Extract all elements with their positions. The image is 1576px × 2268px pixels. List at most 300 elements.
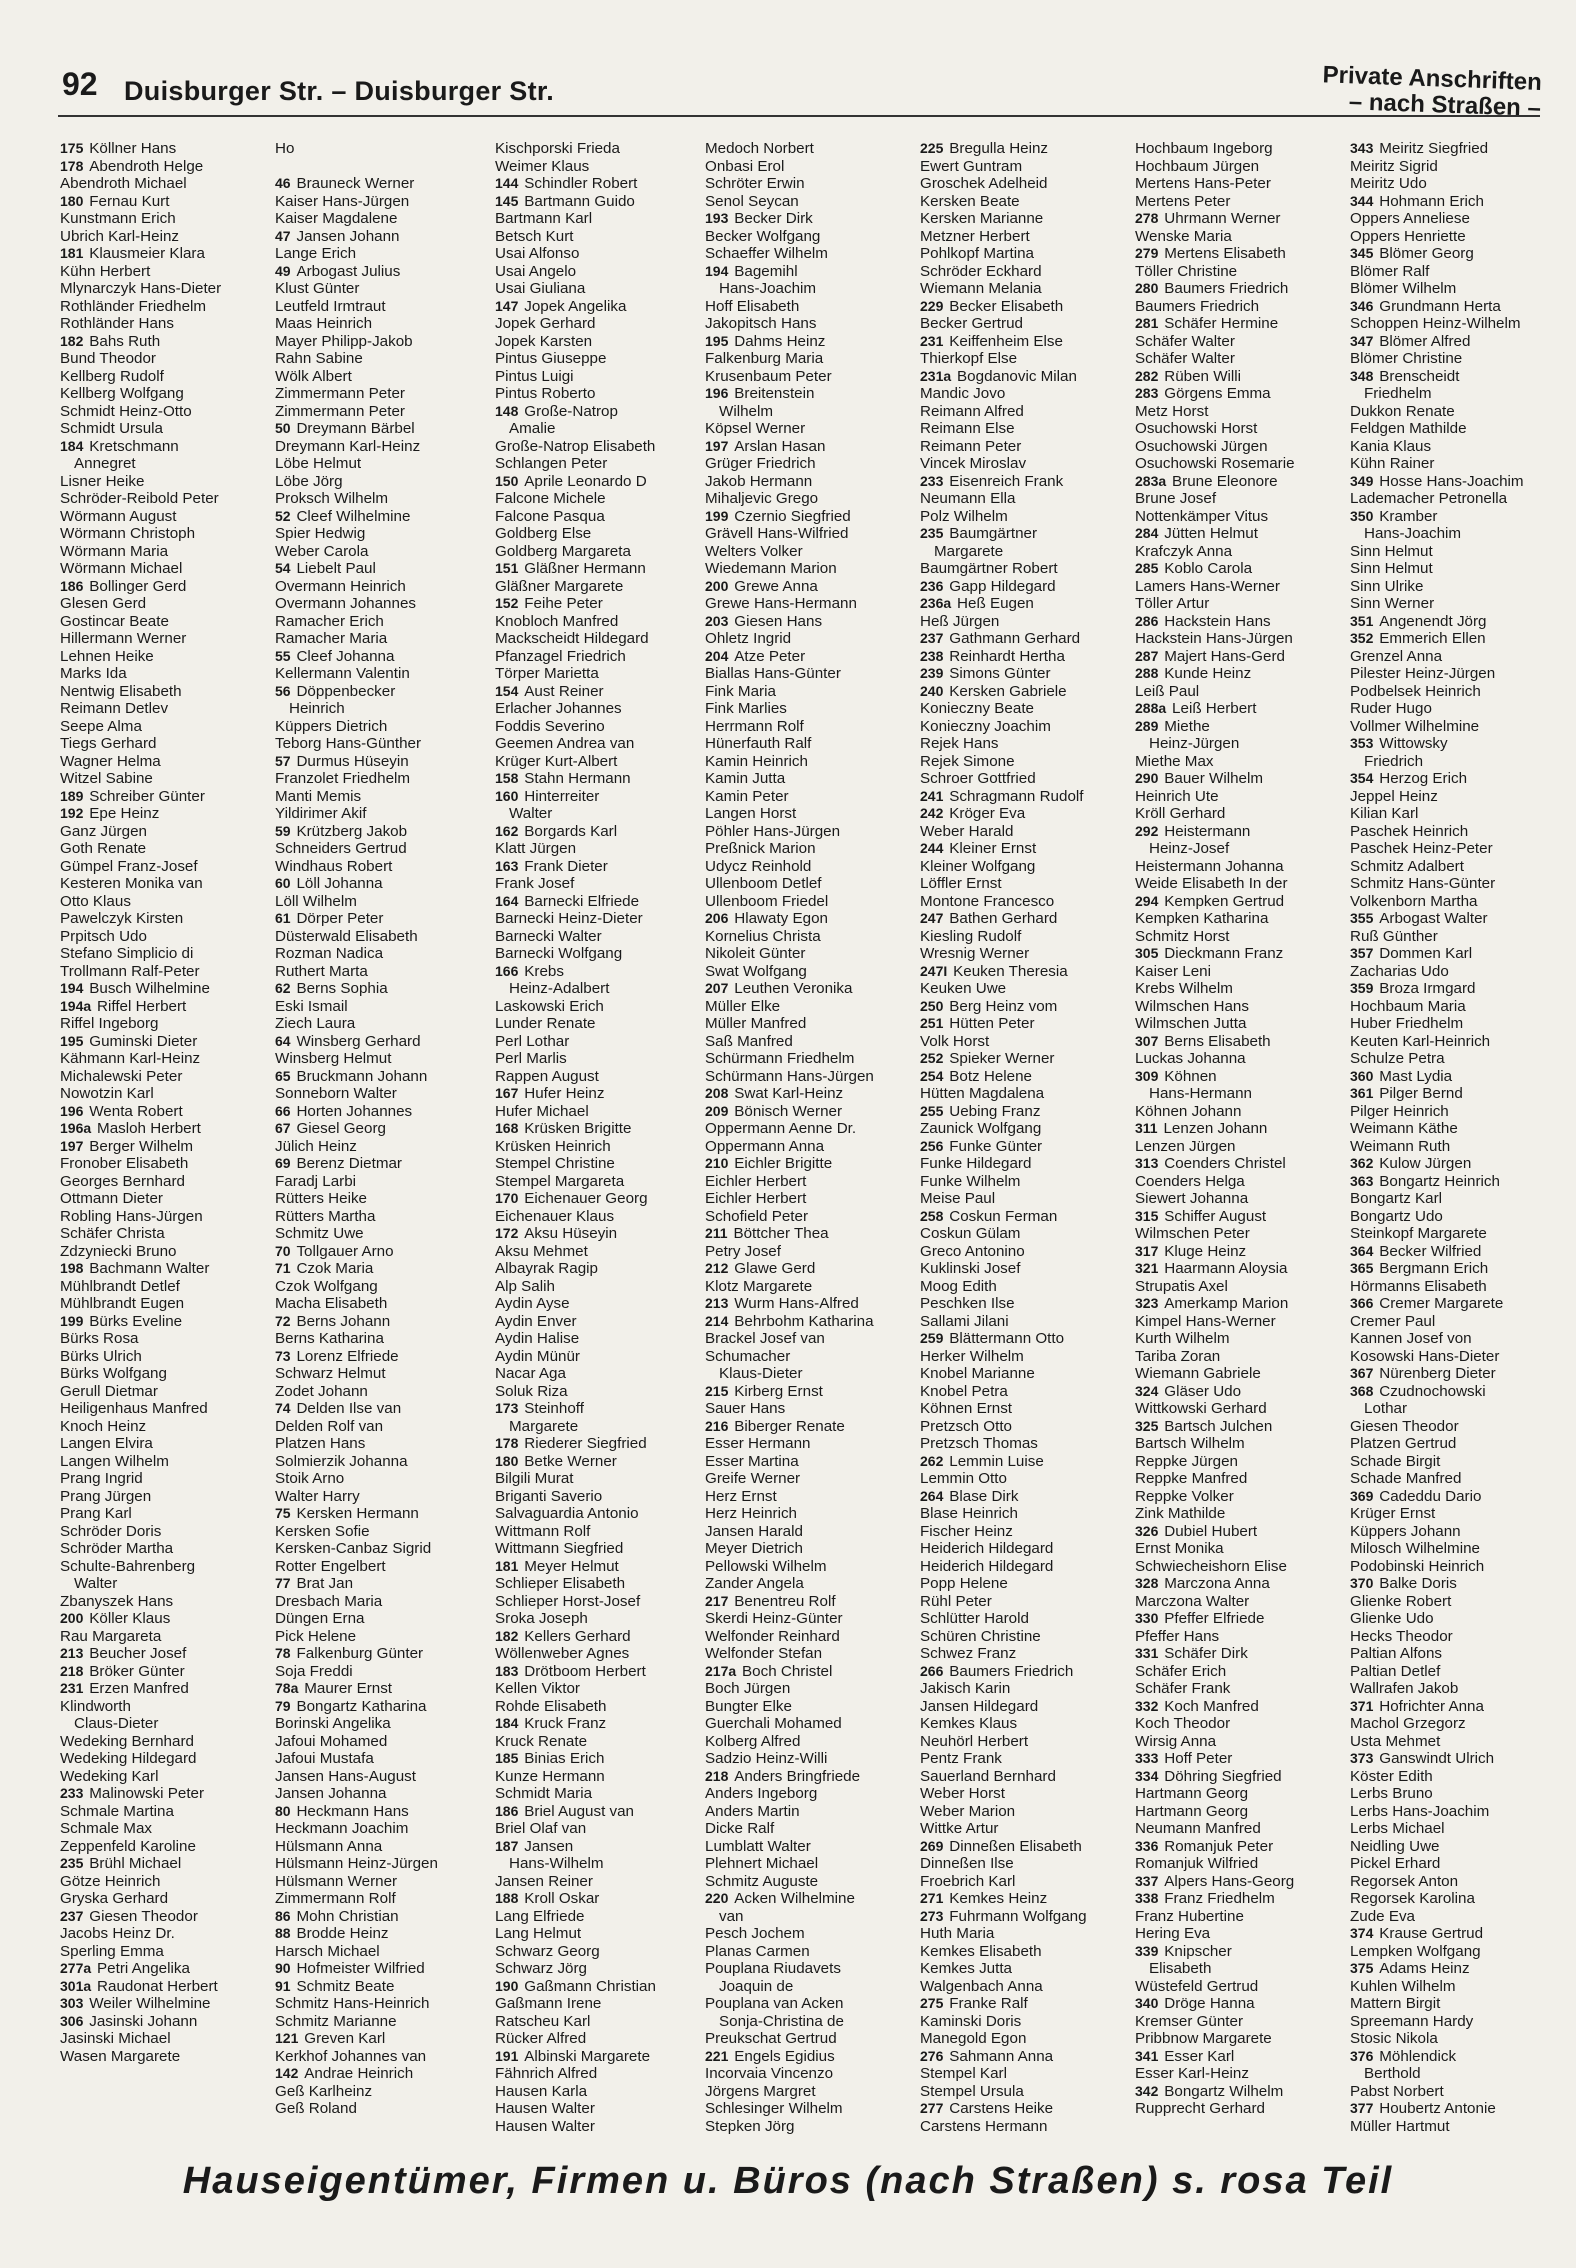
directory-entry	[1135, 2030, 1351, 2048]
resident-name: Guerchali Mohamed	[705, 1715, 842, 1732]
directory-entry	[60, 840, 276, 858]
directory-entry	[920, 1103, 1136, 1121]
resident-name: Schlütter Harold	[920, 1610, 1029, 1627]
resident-name: Rücker Alfred	[495, 2030, 587, 2047]
directory-entry	[920, 490, 1136, 508]
directory-entry	[60, 315, 276, 333]
house-number: 198	[60, 1260, 88, 1276]
resident-name: Kersken Hermann	[296, 1505, 419, 1522]
resident-name: Sadzio Heinz-Willi	[705, 1750, 828, 1767]
resident-name: Riffel Ingeborg	[60, 1015, 159, 1032]
resident-name: Geemen Andrea van	[495, 735, 635, 752]
resident-name: Spreemann Hardy	[1350, 2012, 1474, 2030]
resident-name: Balke Doris	[1379, 1575, 1457, 1592]
directory-entry	[60, 1068, 276, 1086]
resident-name: Jütten Helmut	[1164, 525, 1258, 542]
directory-entry	[1350, 1470, 1566, 1488]
resident-name: Stempel Karl	[920, 2065, 1007, 2082]
directory-entry	[60, 1995, 276, 2013]
house-number: 180	[60, 192, 88, 209]
resident-name: Angenendt Jörg	[1379, 612, 1487, 630]
resident-name: Foddis Severino	[495, 717, 605, 735]
resident-name: Stoik Arno	[275, 1470, 345, 1487]
resident-name: Maurer Ernst	[304, 1680, 393, 1697]
directory-entry	[495, 1260, 711, 1278]
resident-name: Hochbaum Maria	[1350, 997, 1466, 1015]
directory-entry	[275, 578, 491, 596]
resident-name: Romanjuk Wilfried	[1135, 1855, 1259, 1872]
resident-name: Grüger Friedrich	[705, 455, 816, 472]
house-number: 233	[920, 472, 948, 489]
resident-name: Prang Jürgen	[60, 1487, 152, 1505]
resident-name: Törper Marietta	[495, 665, 599, 682]
directory-entry	[495, 1645, 711, 1663]
resident-name: Hofrichter Anna	[1379, 1697, 1484, 1715]
house-number: 70	[275, 1242, 295, 1259]
house-number: 91	[275, 1977, 295, 1994]
resident-name: Udycz Reinhold	[705, 857, 812, 875]
resident-name: Sinn Helmut	[1350, 560, 1433, 577]
header-divider	[58, 115, 1540, 117]
column-2	[275, 140, 491, 2118]
resident-name: Blase Dirk	[949, 1487, 1019, 1505]
house-number: 346	[1350, 297, 1378, 314]
house-number: 217	[705, 1592, 733, 1609]
house-number: 247	[920, 910, 948, 926]
directory-entry	[705, 613, 921, 631]
resident-name: Bagemihl	[734, 262, 798, 280]
resident-name: Sonneborn Walter	[275, 1085, 397, 1102]
resident-name: Bahs Ruth	[89, 332, 161, 350]
directory-entry	[495, 1173, 711, 1191]
directory-entry	[60, 1768, 276, 1786]
directory-entry	[1135, 1733, 1351, 1751]
resident-name: Cadeddu Dario	[1379, 1487, 1482, 1505]
resident-name: Carstens Hermann	[920, 2117, 1048, 2135]
resident-name: Heinrich Ute	[1135, 787, 1219, 805]
resident-name: Schmitz Uwe	[275, 1225, 364, 1242]
directory-entry	[60, 1873, 276, 1891]
house-number: 266	[920, 1662, 948, 1679]
resident-name: Gläßner Margarete	[495, 577, 624, 595]
house-number: 181	[495, 1557, 523, 1574]
resident-name: Lang Helmut	[495, 1925, 582, 1942]
directory-entry	[495, 245, 711, 263]
directory-entry	[705, 1435, 921, 1453]
house-number: 211	[705, 1225, 732, 1241]
resident-name: Müller Hartmut	[1350, 2117, 1450, 2135]
directory-entry	[60, 1488, 276, 1506]
house-number: 55	[275, 647, 295, 664]
directory-entry	[275, 1418, 491, 1436]
directory-entry	[705, 1768, 921, 1786]
directory-entry	[275, 735, 491, 753]
resident-name: Lerbs Bruno	[1350, 1785, 1433, 1802]
directory-entry	[60, 735, 276, 753]
directory-entry	[1350, 1978, 1566, 1996]
resident-name: Keuken Theresia	[953, 962, 1068, 980]
directory-entry	[495, 700, 711, 718]
resident-name: Lange Erich	[275, 245, 357, 262]
directory-entry	[275, 875, 491, 893]
directory-entry	[1350, 1155, 1566, 1173]
resident-name: Kilian Karl	[1350, 805, 1419, 822]
resident-name: Jasinski Johann	[89, 2012, 198, 2030]
footer-note: Hauseigentümer, Firmen u. Büros (nach Straßen) s. rosa Teil	[182, 2160, 1394, 2202]
resident-name: Hülsmann Heinz-Jürgen	[275, 1855, 438, 1872]
directory-entry	[60, 140, 276, 158]
resident-name: Wallrafen Jakob	[1350, 1680, 1459, 1697]
directory-columns	[60, 140, 1550, 2140]
resident-name: Betsch Kurt	[495, 227, 574, 245]
resident-name: Blömer Georg	[1379, 245, 1474, 262]
resident-name: Knobel Petra	[920, 1382, 1008, 1400]
directory-entry	[60, 613, 276, 631]
house-number: 292	[1135, 822, 1163, 839]
directory-entry	[705, 1015, 921, 1033]
resident-name: Perl Lothar	[495, 1032, 570, 1050]
directory-entry	[60, 1330, 276, 1348]
directory-entry	[705, 1855, 921, 1873]
directory-entry	[60, 1313, 276, 1331]
resident-name: Blömer Christine	[1350, 350, 1463, 367]
directory-entry	[920, 788, 1136, 806]
directory-entry	[275, 385, 491, 403]
directory-entry	[920, 613, 1136, 631]
resident-name: Schröder Martha	[60, 1540, 174, 1557]
directory-entry	[60, 385, 276, 403]
resident-name: Brat Jan	[296, 1575, 354, 1592]
resident-name: Coenders Helga	[1135, 1172, 1245, 1190]
house-number: 88	[275, 1925, 295, 1941]
resident-name: Zimmermann Peter	[275, 402, 405, 420]
directory-entry	[275, 1505, 491, 1523]
resident-name: Lumblatt Walter	[705, 1837, 811, 1855]
directory-entry	[60, 350, 276, 368]
directory-entry	[705, 1663, 921, 1681]
directory-entry	[1350, 1873, 1566, 1891]
resident-name: Pretzsch Thomas	[920, 1435, 1038, 1452]
house-number: 235	[920, 525, 948, 541]
directory-entry	[275, 263, 491, 281]
resident-name: Wilhelm	[719, 402, 774, 420]
resident-name: Schmitz Beate	[296, 1977, 395, 1995]
directory-entry	[495, 1453, 711, 1471]
house-number: 254	[920, 1067, 948, 1084]
resident-name: Krause Gertrud	[1379, 1925, 1484, 1942]
directory-entry	[495, 578, 711, 596]
directory-entry	[705, 420, 921, 438]
directory-entry	[275, 193, 491, 211]
directory-entry	[1350, 1330, 1566, 1348]
resident-name: Perl Marlis	[495, 1050, 567, 1067]
resident-name: Heinz-Josef	[1149, 840, 1230, 857]
directory-entry	[920, 1575, 1136, 1593]
resident-name: Fronober Elisabeth	[60, 1155, 189, 1172]
directory-entry	[1135, 1768, 1351, 1786]
resident-name: Schroer Gottfried	[920, 770, 1036, 787]
resident-name: Mlynarczyk Hans-Dieter	[60, 280, 222, 297]
resident-name: Lenzen Johann	[1163, 1120, 1268, 1137]
resident-name: Coskun Ferman	[949, 1207, 1058, 1225]
resident-name: Schmale Martina	[60, 1802, 174, 1820]
resident-name: Solmierzik Johanna	[275, 1452, 408, 1470]
house-number: 74	[275, 1400, 295, 1416]
house-number: 65	[275, 1067, 295, 1084]
directory-entry	[60, 1890, 276, 1908]
directory-entry	[920, 1225, 1136, 1243]
directory-entry	[920, 1785, 1136, 1803]
directory-entry	[920, 1733, 1136, 1751]
resident-name: Dreymann Karl-Heinz	[275, 437, 421, 455]
resident-name: Hlawaty Egon	[734, 910, 828, 927]
directory-entry	[60, 525, 276, 543]
house-number: 332	[1135, 1697, 1163, 1714]
directory-entry	[495, 525, 711, 543]
house-number: 191	[495, 2047, 523, 2064]
directory-entry	[275, 368, 491, 386]
directory-entry	[275, 245, 491, 263]
directory-entry	[1135, 368, 1351, 386]
resident-name: Lehnen Heike	[60, 647, 154, 665]
house-number: 256	[920, 1137, 948, 1154]
directory-entry	[1135, 1348, 1351, 1366]
directory-entry	[705, 1610, 921, 1628]
directory-entry	[495, 928, 711, 946]
resident-name: Nentwig Elisabeth	[60, 682, 182, 700]
resident-name: Schmale Max	[60, 1820, 153, 1837]
resident-name: Saß Manfred	[705, 1032, 793, 1050]
resident-name: Riffel Herbert	[97, 997, 187, 1015]
house-number: 343	[1350, 140, 1378, 156]
directory-entry	[1350, 963, 1566, 981]
house-number: 235	[60, 1855, 88, 1871]
house-number: 59	[275, 822, 295, 839]
directory-entry	[275, 1173, 491, 1191]
resident-name: Schade Manfred	[1350, 1470, 1462, 1487]
directory-entry	[705, 368, 921, 386]
directory-entry	[1135, 1260, 1351, 1278]
directory-entry	[60, 1453, 276, 1471]
resident-name: Ruthert Marta	[275, 962, 368, 980]
resident-name: Schwarz Helmut	[275, 1365, 386, 1382]
directory-entry	[275, 473, 491, 491]
resident-name: Jopek Karsten	[495, 332, 593, 350]
column-3	[495, 140, 711, 2135]
house-number: 290	[1135, 770, 1163, 786]
resident-name: Keuken Uwe	[920, 980, 1007, 997]
directory-entry	[1135, 1173, 1351, 1191]
resident-name: Incorvaia Vincenzo	[705, 2065, 834, 2082]
directory-entry	[705, 2048, 921, 2066]
resident-name: Erlacher Johannes	[495, 700, 622, 717]
resident-name: Schiffer August	[1164, 1207, 1267, 1225]
directory-entry	[495, 613, 711, 631]
resident-name: Funke Wilhelm	[920, 1172, 1021, 1190]
directory-entry	[1350, 858, 1566, 876]
resident-name: Claus-Dieter	[74, 1715, 159, 1732]
directory-entry	[495, 1348, 711, 1366]
directory-entry	[275, 718, 491, 736]
directory-entry	[705, 858, 921, 876]
directory-entry	[920, 1418, 1136, 1436]
directory-entry	[275, 1313, 491, 1331]
resident-name: Huth Maria	[920, 1925, 995, 1942]
resident-name: Schröter Erwin	[705, 175, 805, 192]
directory-entry	[1135, 718, 1351, 736]
resident-name: Wresnig Werner	[920, 945, 1030, 962]
resident-name: Töller Artur	[1135, 595, 1210, 612]
house-number: 225	[920, 140, 948, 156]
resident-name: Aydin Enver	[495, 1312, 577, 1330]
directory-entry	[1135, 1663, 1351, 1681]
resident-name: Reimann Detlev	[60, 700, 169, 717]
directory-entry	[495, 683, 711, 701]
resident-name: Krüger Ernst	[1350, 1505, 1436, 1522]
resident-name: Kähmann Karl-Heinz	[60, 1050, 201, 1067]
resident-name: Krafczyk Anna	[1135, 542, 1233, 560]
resident-name: Bürks Ulrich	[60, 1347, 142, 1365]
house-number: 242	[920, 805, 948, 821]
resident-name: Aksu Hüseyin	[524, 1225, 618, 1242]
directory-entry	[1135, 245, 1351, 263]
house-number: 326	[1135, 1522, 1163, 1539]
directory-entry	[275, 1155, 491, 1173]
resident-name: Herrmann Rolf	[705, 717, 804, 735]
directory-entry	[1135, 1628, 1351, 1646]
directory-entry	[1350, 1750, 1566, 1768]
resident-name: Sahmann Anna	[949, 2047, 1054, 2065]
directory-entry	[495, 1488, 711, 1506]
resident-name: Hausen Karla	[495, 2082, 588, 2100]
resident-name: Heiligenhaus Manfred	[60, 1400, 208, 1417]
directory-entry	[705, 1943, 921, 1961]
resident-name: Langen Elvira	[60, 1435, 153, 1452]
house-number: 301a	[60, 1977, 96, 1994]
resident-name: Jakisch Karin	[920, 1680, 1011, 1697]
resident-name: Wörmann August	[60, 507, 177, 525]
directory-entry	[920, 438, 1136, 456]
resident-name: Wedeking Hildegard	[60, 1750, 197, 1767]
directory-entry	[920, 1680, 1136, 1698]
directory-entry	[705, 2118, 921, 2136]
resident-name: Franke Ralf	[949, 1995, 1028, 2012]
directory-entry	[275, 1540, 491, 1558]
resident-name: Kleiner Wolfgang	[920, 857, 1036, 875]
directory-entry	[920, 1855, 1136, 1873]
resident-name: Schlangen Peter	[495, 455, 608, 472]
directory-entry	[1135, 1295, 1351, 1313]
directory-entry	[705, 1155, 921, 1173]
resident-name: Wiedemann Marion	[705, 560, 837, 577]
resident-name: Böttcher Thea	[733, 1225, 829, 1242]
house-number: 375	[1350, 1960, 1378, 1976]
directory-entry	[495, 1068, 711, 1086]
resident-name: Paltian Alfons	[1350, 1645, 1443, 1662]
resident-name: Rotter Engelbert	[275, 1557, 386, 1575]
resident-name: Walter	[509, 805, 553, 822]
resident-name: Schindler Robert	[524, 175, 638, 192]
directory-entry	[1350, 525, 1566, 543]
directory-entry	[1350, 473, 1566, 491]
resident-name: Kaiser Magdalene	[275, 210, 398, 227]
directory-entry	[920, 1085, 1136, 1103]
directory-entry	[275, 1855, 491, 1873]
house-number: 62	[275, 980, 295, 996]
directory-entry	[60, 1838, 276, 1856]
directory-entry	[705, 1173, 921, 1191]
resident-name: Küppers Johann	[1350, 1522, 1461, 1540]
directory-entry	[60, 1190, 276, 1208]
resident-name: Ramacher Erich	[275, 612, 384, 630]
house-number: 148	[495, 402, 523, 419]
house-number: 152	[495, 595, 523, 611]
directory-entry	[1135, 788, 1351, 806]
directory-entry	[920, 420, 1136, 438]
resident-name: Welfonder Stefan	[705, 1645, 823, 1662]
resident-name: Hecks Theodor	[1350, 1627, 1453, 1645]
resident-name: Vincek Miroslav	[920, 455, 1027, 472]
directory-entry	[920, 1050, 1136, 1068]
resident-name: Schragmann Rudolf	[949, 787, 1084, 805]
house-number: 188	[495, 1890, 523, 1906]
directory-entry	[1350, 1103, 1566, 1121]
house-number: 269	[920, 1837, 948, 1854]
directory-entry	[1350, 1610, 1566, 1628]
directory-entry	[705, 1278, 921, 1296]
resident-name: Pretzsch Otto	[920, 1417, 1013, 1435]
resident-name: Dieckmann Franz	[1164, 945, 1284, 962]
resident-name: Glawe Gerd	[734, 1260, 816, 1277]
directory-entry	[495, 333, 711, 351]
resident-name: Swat Wolfgang	[705, 962, 807, 980]
resident-name: Hoff Elisabeth	[705, 297, 800, 315]
resident-name: Jörgens Margret	[705, 2082, 816, 2100]
resident-name: Große-Natrop	[524, 402, 618, 420]
resident-name: Salvaguardia Antonio	[495, 1505, 639, 1522]
directory-entry	[1350, 1820, 1566, 1838]
directory-entry	[275, 1015, 491, 1033]
resident-name: Hufer Michael	[495, 1102, 589, 1120]
directory-entry	[920, 753, 1136, 771]
directory-entry	[705, 1960, 921, 1978]
resident-name: Podbelsek Heinrich	[1350, 682, 1481, 700]
directory-entry	[920, 193, 1136, 211]
resident-name: Kruck Franz	[524, 1715, 607, 1732]
house-number: 338	[1135, 1890, 1163, 1906]
resident-name: Tollgauer Arno	[296, 1242, 394, 1260]
house-number: 67	[275, 1120, 295, 1136]
house-number: 361	[1350, 1085, 1378, 1101]
resident-name: Heinz-Jürgen	[1149, 735, 1240, 752]
resident-name: Regorsek Karolina	[1350, 1890, 1475, 1907]
directory-entry	[1135, 1470, 1351, 1488]
resident-name: Frank Dieter	[524, 857, 608, 875]
directory-entry	[705, 718, 921, 736]
directory-entry	[60, 158, 276, 176]
directory-entry	[60, 543, 276, 561]
directory-entry	[60, 595, 276, 613]
resident-name: Kemkes Klaus	[920, 1715, 1018, 1732]
directory-entry	[1135, 1890, 1351, 1908]
directory-entry	[920, 1015, 1136, 1033]
resident-name: Rejek Hans	[920, 735, 999, 752]
resident-name: Zimmermann Rolf	[275, 1890, 396, 1907]
directory-entry	[275, 1050, 491, 1068]
directory-entry	[495, 648, 711, 666]
directory-entry	[1350, 175, 1566, 193]
directory-entry	[275, 1925, 491, 1943]
